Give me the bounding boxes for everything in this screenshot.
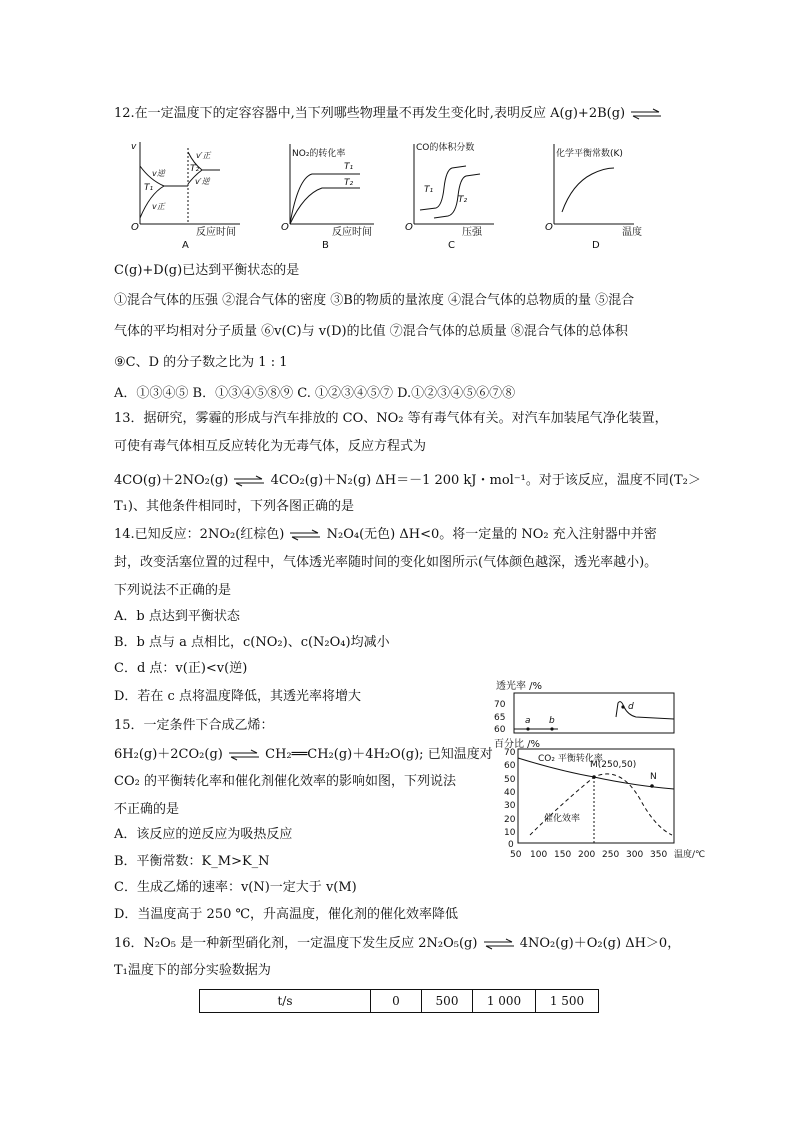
q13-line2: 可使有毒气体相互反应转化为无毒气体，反应方程式为: [114, 439, 427, 454]
q15-line1: 15．一定条件下合成乙烯：: [114, 718, 274, 733]
q15-ytick-60: 60: [504, 761, 516, 771]
graph-a-label: A: [182, 240, 189, 251]
graph-b-origin: O: [281, 222, 289, 233]
q13-eq-right: 4CO₂(g)＋N₂(g) ΔH＝－1 200 kJ・mol⁻¹。对于该反应，温度不同(T₂＞: [270, 473, 701, 488]
equilibrium-arrow-icon: [482, 939, 516, 949]
q15-xtick-350: 350: [650, 850, 668, 860]
graph-c-ylabel: CO的体积分数: [416, 143, 475, 153]
q15-series2-label: 催化效率: [544, 814, 581, 824]
q14-line1: [114, 526, 657, 544]
table-cell: 500: [422, 990, 473, 1013]
graph-a-xlabel: 反应时间: [196, 227, 236, 238]
q13-equation: [114, 472, 701, 490]
q14-optA: A．b 点达到平衡状态: [114, 609, 240, 624]
table-cell: 1 500: [536, 990, 599, 1013]
q13-line1: 13．据研究，雾霾的形成与汽车排放的 CO、NO₂ 等有毒气体有关。对汽车加装尾气净化装置，: [114, 411, 668, 426]
q14-tick-65: 65: [494, 713, 506, 723]
q14-ylabel: 透光率 /%: [496, 681, 543, 692]
table-row: [200, 990, 599, 1013]
q15-equation: [114, 746, 493, 764]
q12-graph-c: [402, 138, 522, 250]
q14-line2: 封，改变活塞位置的过程中，气体透光率随时间的变化如图所示(气体颜色越深，透光率越小)。: [114, 555, 658, 570]
q15-xlabel: 温度/℃: [674, 850, 706, 860]
q15-ylabel: 百分比 /%: [494, 739, 541, 750]
q12-graph-b: [278, 138, 388, 250]
q14-tick-60: 60: [494, 725, 506, 735]
q12-stem: [114, 105, 663, 123]
q15-xtick-250: 250: [602, 850, 620, 860]
q13-line4: T₁)、其他条件相同时，下列各图正确的是: [114, 499, 354, 514]
graph-b-label: B: [322, 240, 329, 251]
q15-xtick-100: 100: [530, 850, 548, 860]
q14-optB: B．b 点与 a 点相比，c(NO₂)、c(N₂O₄)均减小: [114, 635, 390, 650]
q14-point-b: [550, 727, 553, 730]
q15-label-m: M(250,50): [590, 760, 637, 770]
graph-b-t1: T₁: [344, 162, 354, 172]
q16-line1: [114, 935, 680, 953]
q14-optD: D．若在 c 点将温度降低，其透光率将增大: [114, 689, 361, 704]
q15-optC: C．生成乙烯的速率：v(N)一定大于 v(M): [114, 880, 357, 895]
equilibrium-arrow-icon: [629, 109, 663, 119]
q15-xtick-200: 200: [578, 850, 596, 860]
q15-ytick-0: 0: [508, 840, 514, 850]
q14-transmittance-chart: [490, 677, 680, 735]
q12-graph-a: [128, 138, 258, 250]
q14-point-a: [526, 727, 529, 730]
q15-line3: CO₂ 的平衡转化率和催化剂催化效率的影响如图，下列说法: [114, 774, 456, 789]
q12-items-1: ①混合气体的压强 ②混合气体的密度 ③B的物质的量浓度 ④混合气体的总物质的量 ⑤混合: [114, 293, 635, 308]
q15-xtick-300: 300: [626, 850, 644, 860]
q15-ytick-50: 50: [504, 775, 516, 785]
graph-d-label: D: [592, 240, 600, 251]
q13-eq-left: 4CO(g)＋2NO₂(g): [114, 473, 229, 488]
graph-a-origin: O: [131, 222, 139, 233]
q14-label-b: b: [549, 716, 555, 726]
q15-line4: 不正确的是: [114, 802, 180, 817]
q12-graph-d: [542, 138, 662, 250]
graph-b-t2: T₂: [344, 178, 354, 188]
graph-a-t2: T₂: [190, 164, 200, 174]
q14-optC: C．d 点：v(正)<v(逆): [114, 661, 248, 676]
table-header-t: t/s: [200, 990, 371, 1013]
graph-a-vrev2: v′逆: [195, 177, 210, 186]
q15-series-efficiency: [530, 774, 672, 835]
graph-c-label: C: [448, 240, 455, 251]
q16-line1-a: 16．N₂O₅ 是一种新型硝化剂，一定温度下发生反应 2N₂O₅(g): [114, 936, 478, 951]
q15-series1-label: CO₂ 平衡转化率: [538, 754, 603, 764]
equilibrium-arrow-icon: [227, 750, 261, 760]
q15-label-n: N: [650, 772, 657, 782]
q14-label-a: a: [525, 716, 531, 726]
graph-c-t1: T₁: [424, 185, 434, 195]
q12-items-2: 气体的平均相对分子质量 ⑥v(C)与 v(D)的比值 ⑦混合气体的总质量 ⑧混合气体的总体积: [114, 324, 628, 339]
q15-temperature-chart: [490, 735, 706, 861]
q15-xtick-50: 50: [510, 850, 522, 860]
q15-optD: D．当温度高于 250 ℃，升高温度，催化剂的催化效率降低: [114, 907, 459, 922]
q14-label-d: d: [628, 702, 634, 712]
q15-eq-left: 6H₂(g)＋2CO₂(g): [114, 747, 223, 762]
graph-c-t2: T₂: [458, 195, 468, 205]
q12-options: A．①③④⑤ B．①③④⑤⑧⑨ C. ①②③④⑤⑦ D.①②③④⑤⑥⑦⑧: [114, 386, 516, 401]
graph-a-ylabel: v: [131, 142, 137, 152]
table-cell: 0: [371, 990, 422, 1013]
q15-point-m: [592, 775, 596, 779]
q15-ytick-10: 10: [504, 828, 516, 838]
q15-ytick-30: 30: [504, 801, 516, 811]
q15-ytick-40: 40: [504, 788, 516, 798]
q14-point-d: [621, 705, 624, 708]
graph-c-origin: O: [405, 222, 413, 233]
q14-line3: 下列说法不正确的是: [114, 583, 232, 598]
graph-a-vrev: v逆: [152, 169, 165, 178]
graph-a-vfwd2: v′正: [196, 151, 211, 160]
q12-stem-a: 12.在一定温度下的定容容器中,当下列哪些物理量不再发生变化时,表明反应 A(g)+2B(g): [114, 106, 626, 121]
graph-d-origin: O: [545, 222, 553, 233]
q15-xtick-150: 150: [554, 850, 572, 860]
q15-point-n: [650, 784, 654, 788]
graph-d-ylabel: 化学平衡常数(K): [556, 149, 623, 159]
graph-b-ylabel: NO₂的转化率: [292, 149, 346, 159]
graph-a-vfwd: v正: [152, 202, 165, 211]
q12-stem-b: C(g)+D(g)已达到平衡状态的是: [114, 263, 300, 278]
q12-items-3: ⑨C、D 的分子数之比为 1 : 1: [114, 355, 288, 370]
q14-line1-b: N₂O₄(无色) ΔH<0。将一定量的 NO₂ 充入注射器中并密: [326, 527, 657, 542]
q15-optB: B．平衡常数：K_M>K_N: [114, 854, 270, 869]
q15-optA: A．该反应的逆反应为吸热反应: [114, 827, 293, 842]
q16-data-table: [199, 989, 599, 1013]
q15-eq-right: CH₂══CH₂(g)＋4H₂O(g); 已知温度对: [265, 747, 493, 762]
equilibrium-arrow-icon: [232, 476, 266, 486]
q15-ytick-70: 70: [504, 748, 516, 758]
q14-line1-a: 14.已知反应：2NO₂(红棕色): [114, 527, 285, 542]
q16-line2: T₁温度下的部分实验数据为: [114, 963, 271, 978]
graph-b-xlabel: 反应时间: [332, 227, 372, 238]
graph-a-t1: T₁: [144, 183, 154, 193]
q15-ytick-20: 20: [504, 815, 516, 825]
q16-line1-b: 4NO₂(g)＋O₂(g) ΔH＞0，: [519, 936, 681, 951]
equilibrium-arrow-icon: [288, 530, 322, 540]
graph-c-xlabel: 压强: [462, 227, 482, 238]
graph-d-xlabel: 温度: [622, 227, 642, 238]
q14-tick-70: 70: [494, 700, 506, 710]
table-cell: 1 000: [473, 990, 536, 1013]
